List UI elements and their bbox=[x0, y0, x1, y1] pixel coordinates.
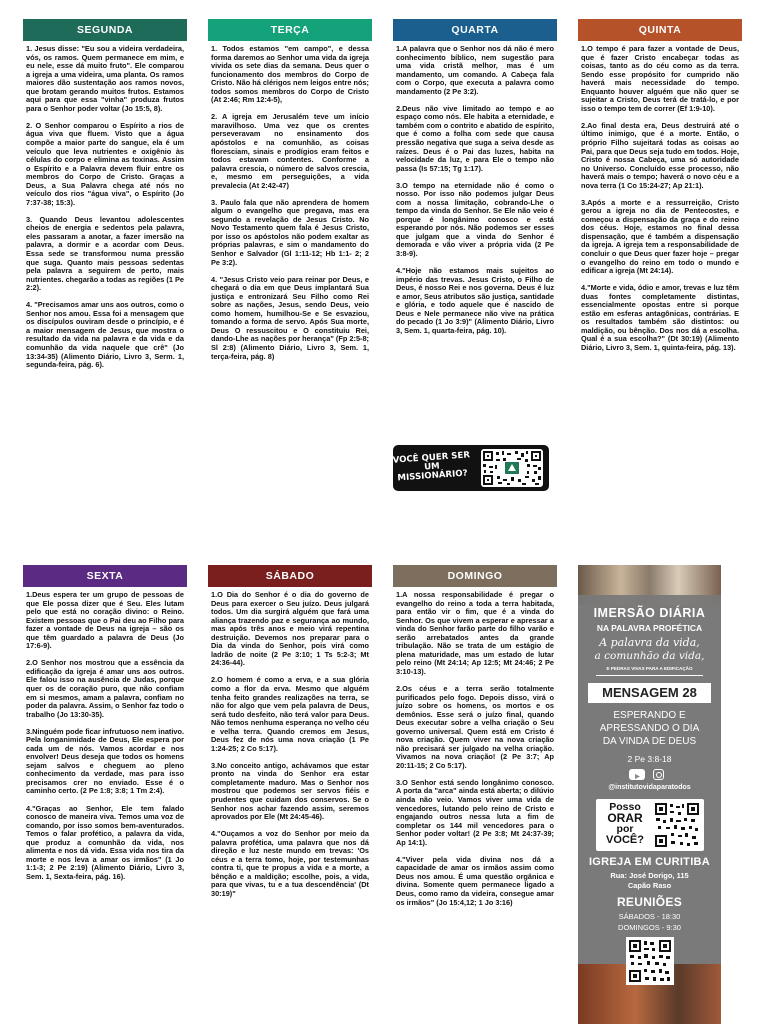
paragraph: 1.O Dia do Senhor é o dia do governo de Deus para exercer o Seu juízo. Deus julgará todos. Um dia surgirá alguém que fará uma aliança trazendo paz e segurança ao mundo, mas após três anos e meio virá repentina destruição. Devemos nos preparar para o Dia da vinda do Senhor, pois virá como ladrão de noite (2 Pe 3:10; 1 Ts 5:2-3; Mt 24:36-44). bbox=[211, 590, 369, 668]
prayer-text-2: ORAR bbox=[607, 811, 643, 825]
paragraph: 2. A igreja em Jerusalém teve um início maravilhoso. Uma vez que os crentes perseveravam no ensinamento dos apóstolos e na comunhão, as coisas floresciam, sinais e prodígios eram feitos e todos estavam contentes. Conforme a palavra crescia, o número de salvos crescia, e, mesmo em perseguições, a vida prevalecia (At 2:42-47) bbox=[211, 112, 369, 190]
address-line2: Capão Raso bbox=[627, 881, 672, 890]
body-segunda bbox=[23, 41, 187, 370]
header-domingo: DOMINGO bbox=[393, 565, 557, 587]
flyer-subtitle: NA PALAVRA PROFÉTICA bbox=[596, 623, 703, 633]
message-subtitle-line1: ESPERANDO E bbox=[613, 710, 686, 721]
paragraph: 3. Paulo fala que não aprendera de homem algum o evangelho que pregava, mas era segundo a revelação de Jesus Cristo. No Novo Testamento quem fala é Jesus Cristo, por isso os apóstolos não podem exaltar as próprias palavras, e sim o mandamento do Senhor e Salvador (Gl 1:11-12; Hb 1:1- 2; 2 Pe 3:2). bbox=[211, 197, 369, 267]
paragraph: 4. "Jesus Cristo veio para reinar por Deus, e chegará o dia em que Deus implantará Sua justiça e entronizará Seu Filho como Rei sobre as nações, Jesus, sendo Deus, veio como homem, humilhou-Se e Se esvaziou, tomando a forma de servo. Após Sua morte, Deus O ressuscitou e O constituiu Rei, dando-Lhe as nações por herança" (Fp 2:5-8; Sl 2:8) (Alimento Diário, Livro 3, Sem. 1, terça-feira, pág. 8) bbox=[211, 274, 369, 361]
qr-code-icon[interactable] bbox=[481, 449, 543, 487]
body-sabado bbox=[208, 587, 372, 899]
paragraph: 3.O tempo na eternidade não é como o nosso. Por isso não podemos julgar Deus com a nossa limitação, cobrando-Lhe o tempo da vinda do Senhor. Se Ele não veio é porque é longânimo conosco e está esperando por nós. Não podemos ser esses que julgam que a vinda do Senhor é demorada e vão viver a própria vida (2 Pe 3:8-9). bbox=[396, 180, 554, 259]
header-sabado: SÁBADO bbox=[208, 565, 372, 587]
header-segunda: SEGUNDA bbox=[23, 19, 187, 41]
meetings-sunday: DOMINGOS - 9:30 bbox=[618, 923, 681, 932]
instagram-icon[interactable] bbox=[653, 769, 664, 780]
paragraph: 1. Jesus disse: "Eu sou a videira verdadeira, vós, os ramos. Quem permanece em mim, e eu nele, esse dá muito fruto". Ele comparou a igreja a uma videira, uma planta. Os ramos maiores dão sustentação aos ramos novos, que brotam gerando muitos frutos. Estamos aqui para que essa "vinha" produza frutos para o Senhor poder voltar (Jo 15:5, 8). bbox=[26, 44, 184, 113]
header-sexta: SEXTA bbox=[23, 565, 187, 587]
column-sabado bbox=[208, 565, 372, 907]
paragraph: 3.Ninguém pode ficar infrutuoso nem inativo. Pela longanimidade de Deus, Ele espera por cada um de nós. Vamos acordar e nos envolver! Deus deseja que todos os homens sejam salvos e cheguem ao pleno conhecimento da verdade, mas para isso precisamos crer no enviado. Esse é o caminho certo. (2 Pe 1:8; 3:8; 1 Tm 2:4). bbox=[26, 726, 184, 796]
qr-code-icon[interactable] bbox=[654, 802, 700, 853]
paragraph: 1.A nossa responsabilidade é pregar o evangelho do reino a toda a terra habitada, para então vir o fim, que é a vinda do Senhor. Os que vivem a esperar e apressar a vinda do Senhor farão parte do filho varão e serão arrebatados antes da grande tribulação. Não se trata de um estágio de plena maturidade, mas um estado de lutar pelo reino (Mt 24:14; Ap 12:5; Mt 24:46; 2 Pe 3:10-13). bbox=[396, 590, 554, 676]
paragraph: 2.Os céus e a terra serão totalmente purificados pelo fogo. Depois disso, virá o juízo sobre os homens, os mortos e os demônios. Esse será o juízo final, quando Deus executar sobre a velha criação o Seu governo universal. Quem está em Cristo é nova criação. Quem viver na nova criação não precisará ser julgado na velha criação. Vivamos na nova criação! (2 Pe 3:7; Ap 20:11-15; 2 Co 5:17). bbox=[396, 683, 554, 770]
paragraph: 2.O Senhor nos mostrou que a essência da edificação da igreja é amar uns aos outros. Ele falou isso na ausência de Judas, porque quer os de coração puro, que não confiam em si mesmos, amam a palavra, confiam no poder da palavra. Assim, o Senhor faz todo o trabalho (Jo 13:30-35). bbox=[26, 658, 184, 719]
address-line1: Rua: José Dorigo, 115 bbox=[610, 871, 689, 880]
column-domingo bbox=[393, 565, 557, 916]
missionary-promo[interactable] bbox=[393, 445, 549, 491]
paragraph: 2.Deus não vive limitado ao tempo e ao espaço como nós. Ele habita a eternidade, e também com o contrito e abatido de espírito, que é como a folha com sede que causa pressão negativa que suga a seiva desde as raízes. Deus é o Pai das luzes, habita na velocidade da luz, e para Ele o tempo não passa (Is 57:15; Tg 1:17). bbox=[396, 103, 554, 173]
message-title: MENSAGEM 28 bbox=[588, 683, 711, 703]
paragraph: 1.O tempo é para fazer a vontade de Deus, que é fazer Cristo encabeçar todas as coisas, tanto as do céu como as da terra. Sendo esse propósito for cumprido não haverá mais necessidade do tempo. Enquanto houver alguém que não quer se sujeitar a Cristo, Deus terá de tratá-lo, e por isso o tempo tem de correr (Ef 1:9-10). bbox=[581, 44, 739, 113]
flyer-script-line2: a comunhão da vida, bbox=[594, 650, 705, 662]
church-name: IGREJA EM CURITIBA bbox=[588, 856, 711, 868]
body-terca bbox=[208, 41, 372, 361]
body-domingo bbox=[393, 587, 557, 907]
paragraph: 3.O Senhor está sendo longânimo conosco. A porta da "arca" ainda está aberta; o dilúvio ainda não veio. Vamos viver uma vida de vencedores, lutando pelo reino de Cristo e engajando outros nessa luta a fim de completar os 144 mil vencedores para o Senhor poder voltar! (2 Pe 3:8; Mt 24:37-39; Ap 14:1). bbox=[396, 777, 554, 847]
column-terca bbox=[208, 19, 372, 370]
social-handle[interactable]: @institutovidaparatodos bbox=[608, 784, 691, 791]
paragraph: 4."Ouçamos a voz do Senhor por meio da palavra profética, uma palavra que nos dá direção e luz neste mundo em trevas: 'Os céus e a terra tomo, hoje, por testemunhas contra ti, que te propus a vida e a morte, a bênção e a maldição; escolhe, pois, a vida, para que vivas, tu e a tua descendência' (Dt 30:19)" bbox=[211, 829, 369, 898]
column-quarta bbox=[393, 19, 557, 344]
paragraph: 2.O homem é como a erva, e a sua glória como a flor da erva. Mesmo que alguém tenha feito grandes realizações na terra, se não for algo que vem pela palavra de Deus, será tudo desfeito, não terá valor para Deus. Não temos nenhuma esperança no velho céu e velha terra. Quando cremos em Jesus, Deus fez de nós uma nova criação (1 Pe 1:24-25; 2 Co 5:17). bbox=[211, 675, 369, 753]
paragraph: 3.No conceito antigo, achávamos que estar pronto na vinda do Senhor era estar completamente maduro. Mas o Senhor nos mostrou que podemos ser servos fiéis e prudentes que cuidam dos conservos. Se o Senhor nos achar fazendo assim, seremos aprovados por Ele (Mt 24:45-46). bbox=[211, 760, 369, 822]
body-sexta bbox=[23, 587, 187, 881]
column-segunda bbox=[23, 19, 187, 378]
message-subtitle-line2: APRESSANDO O DIA bbox=[599, 723, 700, 734]
header-quarta: QUARTA bbox=[393, 19, 557, 41]
paragraph: 4."Morte e vida, ódio e amor, trevas e luz têm duas fontes completamente distintas, essencialmente opostas entre si porque estão em esferas antagônicas, contrárias. E os resultados também são distintos: ou maldição, ou bênção. Dos nos dá a escolha. Qual é a sua escolha?" (Dt 30:19) (Alimento Diário, Livro 3, Sem. 1, quinta-feira, pág. 13). bbox=[581, 283, 739, 352]
paragraph: 1.A palavra que o Senhor nos dá não é mero conhecimento bíblico, nem sugestão para uma vida cristã melhor, mas é um mandamento, um comando. A Cabeça fala com o Corpo, que executa a palavra como mandamento (2 Pe 3:2). bbox=[396, 44, 554, 96]
paragraph: 3. Quando Deus levantou adolescentes cheios de energia e sedentos pela palavra, eles passaram a anotar, a fazer imersão na palavra, a dormir e a acordar com Deus. Essa sede se transformou numa pressão que suga. Quanto mais pessoas sedentas pela palavra a seguirem de perto, mais nutrientes. chegarão a todas as regiões (1 Pe 2:2). bbox=[26, 214, 184, 293]
message-subtitle-line3: DA VINDA DE DEUS bbox=[602, 736, 697, 747]
column-quinta bbox=[578, 19, 742, 361]
header-quinta: QUINTA bbox=[578, 19, 742, 41]
flyer-title: IMERSÃO DIÁRIA bbox=[593, 606, 706, 620]
paragraph: 1. Todos estamos "em campo", e dessa forma daremos ao Senhor uma vida da igreja vivida os sete dias da semana. Deus quer o funcionamento dos membros do Corpo de Cristo. Não há clérigos nem leigos entre nós; todos somos membros do Corpo de Cristo (At 2:46; Rm 12:4-5), bbox=[211, 44, 369, 105]
paragraph: 4."Graças ao Senhor, Ele tem falado conosco de maneira viva. Temos uma voz de comando, por isso somos bem-aventurados. Temos o falar profético, a palavra da vida, que produz a comunhão da vida, nos alimenta e nos dá vida. Essa vida nos tira da morte e nos leva a amar os irmãos" (1 Jo 1:1-3; 2 Pe 2:19) (Alimento Diário, Livro 3, Sem. 1, Sexta-feira, pág. 16). bbox=[26, 803, 184, 881]
flyer-script-line1: A palavra da vida, bbox=[599, 636, 700, 649]
prayer-text-1: Posso bbox=[609, 801, 641, 813]
body-quarta bbox=[393, 41, 557, 335]
divider bbox=[596, 675, 703, 676]
paragraph: 1.Deus espera ter um grupo de pessoas de que Ele possa dizer que é Seu. Eles lutam pelo que está no coração divino: o Reino. Existem pessoas que o Pai deu ao Filho para fazer a vontade de Deus na igreja – são os que têm guardado a palavra de Deus (Jo 17:6-9). bbox=[26, 590, 184, 651]
meetings-title: REUNIÕES bbox=[616, 895, 683, 909]
qr-code-icon[interactable] bbox=[626, 937, 674, 985]
prayer-text-3: por bbox=[616, 823, 634, 835]
paragraph: 2. O Senhor comparou o Espírito a rios de água viva que fluem. Visto que a água compõe a maior parte do sangue, ela é um veículo que leva nutrientes e oxigênio às células do corpo e elimina as toxinas. Assim o Espírito e a Palavra devem fluir entre os membros do Corpo de Cristo. Graças a Deus, a Sua Palavra chega até nós no veículo dos rios "água viva", o Espírito (Jo 7:37-38; 15:3). bbox=[26, 120, 184, 207]
sidebar-flyer bbox=[578, 565, 721, 1024]
column-sexta bbox=[23, 565, 187, 890]
flyer-script-line3: E PEDRAS VIVAS PARA A EDIFICAÇÃO bbox=[606, 666, 693, 671]
header-terca: TERÇA bbox=[208, 19, 372, 41]
scripture-reference: 2 Pe 3:8-18 bbox=[627, 754, 672, 764]
youtube-icon[interactable] bbox=[629, 769, 645, 780]
body-quinta bbox=[578, 41, 742, 353]
paragraph: 4. "Precisamos amar uns aos outros, como o Senhor nos amou. Essa foi a mensagem que os discípulos ouviram desde o princípio, e é a maior mensagem de Jesus, que mostra o resultado da vida na palavra e da vida e da comunhão da vida naquele que crê" (Jo 13:34-35) (Alimento Diário, Livro 3, Serm. 1, segunda-feira, pág. 6). bbox=[26, 300, 184, 370]
paragraph: 2.Ao final desta era, Deus destruirá até o último inimigo, que é a morte. Então, o próprio Filho sujeitará todas as coisas ao Pai, para que Deus seja tudo em todos. Hoje, Cristo é nossa Cabeça, uma só autoridade no Universo. Concluído esse processo, não haverá mais o tempo; haverá o novo céu e a nova terra (1 Co 15:24-27; Ap 21:1). bbox=[581, 120, 739, 190]
prayer-card[interactable] bbox=[596, 799, 704, 851]
missionary-promo-text: VOCÊ QUER SER UM MISSIONÁRIO? bbox=[392, 450, 471, 485]
paragraph: 4."Hoje não estamos mais sujeitos ao império das trevas. Jesus Cristo, o Filho de Deus, é nosso Rei e nos governa. Deus é luz e amor, Seus atributos são justiça, santidade e glória, e todo aquele que é nascido de Deus e Nele permanece não vive na prática do pecado (1 Jo 3:9)" (Alimento Diário, Livro 3, Sem. 1, quarta-feira, pág. 10). bbox=[396, 266, 554, 335]
paragraph: 3.Após a morte e a ressurreição, Cristo gerou a igreja no dia de Pentecostes, e começou a dispensação da graça e do reino dos céus. Hoje, estamos no final dessa dispensação, que é também a dispensação da igreja. A igreja tem a responsabilidade de concluir o que Deus quer fazer hoje – pregar o evangelho do reino em todo o mundo e edificar a igreja (Mt 24:14). bbox=[581, 197, 739, 276]
paragraph: 4."Viver pela vida divina nos dá a capacidade de amar os irmãos assim como Deus nos amou. É uma questão orgânica e divina. Somente quem permanece ligado a Deus, como ramo da videira, consegue amar os irmãos" (Jo 15:4,12; 1 Jo 3:16) bbox=[396, 854, 554, 907]
meetings-saturday: SÁBADOS - 18:30 bbox=[618, 912, 681, 921]
prayer-text-4: VOCÊ? bbox=[606, 834, 644, 846]
